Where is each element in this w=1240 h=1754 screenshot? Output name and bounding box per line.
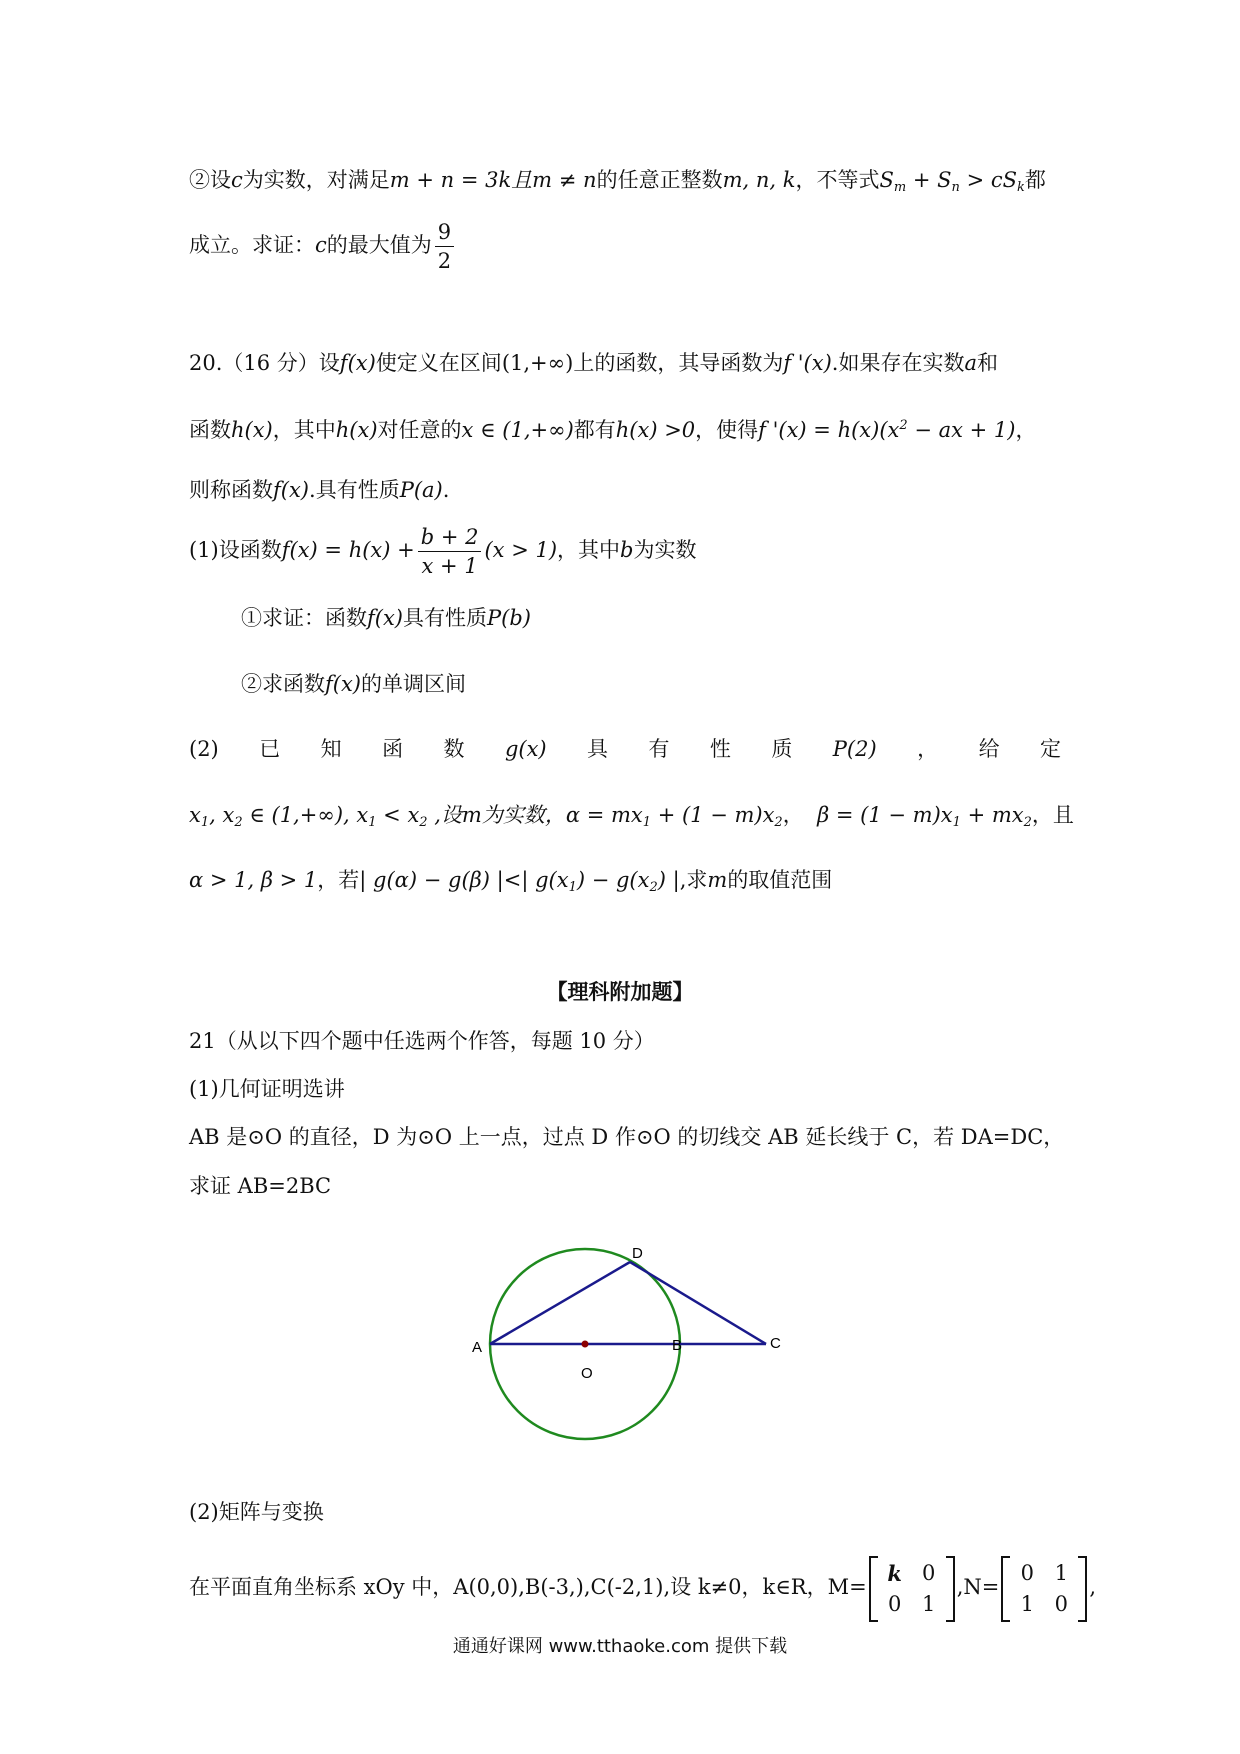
segment-a-d: [490, 1262, 630, 1344]
spread-token: g(x): [504, 737, 547, 761]
q20-part2-line3: α > 1, β > 1，若| g(α) − g(β) |<| $g(x_1) - g(x_2)$ |,求m的取值范围: [189, 868, 833, 895]
spread-token: 具: [587, 737, 609, 761]
label-o: O: [581, 1365, 593, 1382]
spread-token: P(2): [832, 737, 877, 761]
label-a: A: [472, 1339, 483, 1356]
q20-part1: (1)设函数f(x) = h(x) + $\frac{b + 2}{x + 1}$ (x > 1)，其中b为实数: [189, 525, 697, 578]
q20-line2: 函数h(x)，其中h(x)对任意的x ∈ (1,+∞)都有h(x) >0，使得f '$(x) = h(x)(x^2$ − ax + 1)，: [189, 418, 1037, 442]
spread-token: 已: [259, 737, 281, 761]
spread-token: 定: [1040, 737, 1061, 761]
spread-token: 质: [771, 737, 793, 761]
label-b: B: [672, 1337, 683, 1354]
label-d: D: [632, 1245, 643, 1262]
q19-line1: ②设c为实数，对满足m + n = 3k且m ≠ n的任意正整数m, n, k，不等式$S_m + S_n > cS_k$都: [189, 168, 1046, 195]
q20-part1a: ①求证：函数f(x)具有性质P(b): [241, 606, 531, 630]
q20-part1b: ②求函数f(x)的单调区间: [241, 672, 467, 696]
center-point-o: [582, 1341, 589, 1348]
fraction-b-plus-2: $\frac{b + 2}{x + 1}$: [418, 523, 482, 580]
geometry-section-title: (1)几何证明选讲: [189, 1077, 345, 1101]
q20-line1: 20.（16 分）设f(x)使定义在区间(1,+∞)上的函数，其导函数为f '(x).如果存在实数a和: [189, 351, 998, 375]
spread-token: 知: [320, 737, 342, 761]
fraction-nine-halves: $\frac{9}{2}$: [435, 218, 454, 275]
appendix-title: 【理科附加题】: [546, 979, 694, 1004]
spread-token: 性: [709, 737, 731, 761]
matrix-n: 0 1 1 0: [1001, 1556, 1087, 1622]
spread-token: 函: [382, 737, 404, 761]
spread-token: 给: [978, 737, 1000, 761]
q19-line2: 成立。求证：c的最大值为 $\frac{9}{2}$: [189, 218, 457, 275]
q21-heading: 21（从以下四个题中任选两个作答，每题 10 分）: [189, 1029, 655, 1053]
spread-token: 有: [648, 737, 670, 761]
spread-token: ，: [917, 737, 939, 761]
matrix-section-title: (2)矩阵与变换: [189, 1500, 324, 1524]
q20-line3: 则称函数f(x).具有性质P(a).: [189, 478, 450, 502]
geometry-problem-line1: AB 是⊙O 的直径，D 为⊙O 上一点，过点 D 作⊙O 的切线交 AB 延长线于 C，若 DA=DC，: [189, 1125, 1065, 1149]
q20-part2-line2: $x_1$, $x_2$ ∈ (1,+∞), $x_1 < x_2$ ,设m为实数，$\alpha = mx_1 + (1 - m)x_2$， $\beta = (1 - m)x_1 + mx_2$，且: [189, 803, 1074, 830]
geometry-problem-line2: 求证 AB=2BC: [189, 1174, 332, 1198]
spread-token: (2): [189, 737, 219, 761]
label-c: C: [770, 1335, 781, 1352]
matrix-m: k 0 0 1: [869, 1556, 955, 1622]
page-footer: 通通好课网 www.tthaoke.com 提供下载: [452, 1636, 788, 1657]
spread-token: 数: [443, 737, 465, 761]
segment-d-c: [630, 1262, 766, 1344]
matrix-problem-line1: 在平面直角坐标系 xOy 中，A(0,0),B(-3,),C(-2,1),设 k≠0，k∈R，M= k 0 0 1 ,N= 0 1 1 0 ,: [189, 1552, 1096, 1622]
